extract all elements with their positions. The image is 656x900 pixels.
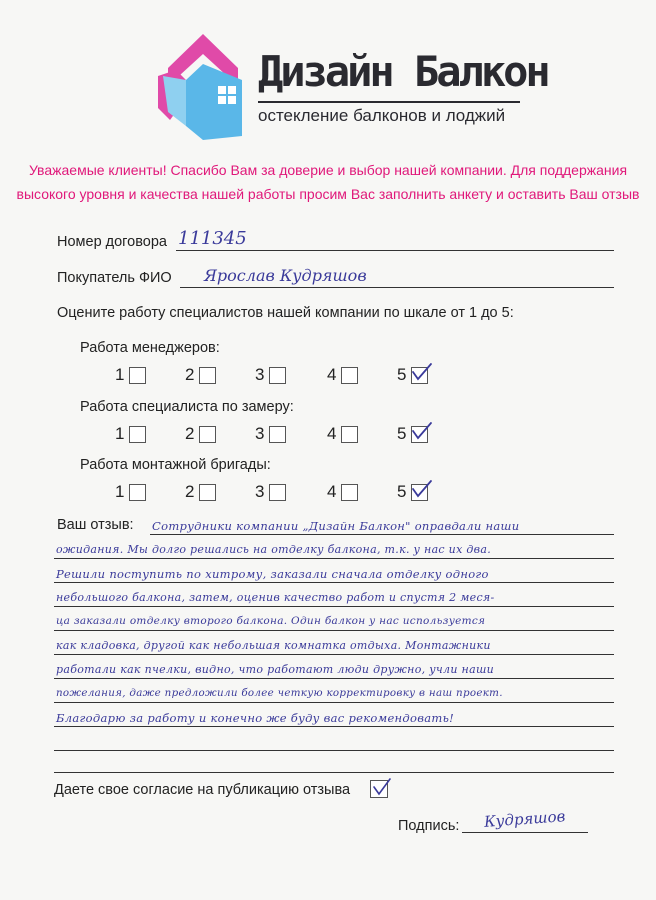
review-text-line: ца заказали отделку второго балкона. Один балкон у нас используется <box>56 615 486 627</box>
contract-value[interactable]: 111345 <box>178 228 247 249</box>
brand-tagline: остекление балконов и лоджий <box>258 106 506 125</box>
rating-prompt: Оцените работу специалистов нашей компании по шкале от 1 до 5: <box>57 305 514 321</box>
brand-name: Дизайн Балкон <box>258 47 548 96</box>
review-text-line: работали как пчелки, видно, что работают люди дружно, учли наши <box>56 663 495 676</box>
review-text-line: пожелания, даже предложили более четкую корректировку в наш проект. <box>56 687 503 699</box>
review-text-line: Сотрудники компании „Дизайн Балкон" оправдали наши <box>152 519 520 533</box>
review-underline <box>54 606 614 607</box>
rating-option-number: 5 <box>397 482 407 501</box>
rating-option-number: 2 <box>185 482 195 501</box>
review-underline <box>54 678 614 679</box>
rating-option-number: 4 <box>327 482 337 501</box>
rating-option-number: 1 <box>115 365 125 384</box>
signature-underline <box>462 832 588 833</box>
review-underline <box>54 750 614 751</box>
rating-label-measurer: Работа специалиста по замеру: <box>80 399 294 415</box>
review-underline <box>54 558 614 559</box>
rating-option-number: 2 <box>185 365 195 384</box>
review-text-line: Благодарю за работу и конечно же буду вас рекомендовать! <box>56 711 455 725</box>
rating-option-number: 3 <box>255 482 265 501</box>
review-text-line: ожидания. Мы долго решались на отделку балкона, т.к. у нас их два. <box>56 543 491 556</box>
rating-option-number: 1 <box>115 424 125 443</box>
buyer-value[interactable]: Ярослав Кудряшов <box>204 266 367 285</box>
review-underline <box>54 630 614 631</box>
rating-option-number: 4 <box>327 424 337 443</box>
review-underline <box>150 534 614 535</box>
rating-label-managers: Работа менеджеров: <box>80 340 220 356</box>
rating-option-number: 3 <box>255 424 265 443</box>
review-text-line: небольшого балкона, затем, оценив качество работ и спустя 2 меся- <box>56 591 495 604</box>
check-mark-icon <box>371 776 393 798</box>
signature-value[interactable]: Кудряшов <box>483 807 566 831</box>
consent-label: Даете свое согласие на публикацию отзыва <box>54 782 351 798</box>
review-label: Ваш отзыв: <box>57 517 134 533</box>
consent-checkbox[interactable] <box>370 780 388 798</box>
review-text-line: как кладовка, другой как небольшая комнатка отдыха. Монтажники <box>56 639 491 652</box>
buyer-label: Покупатель ФИО <box>57 270 172 286</box>
review-underline <box>54 582 614 583</box>
rating-option-number: 2 <box>185 424 195 443</box>
intro-line-1: Уважаемые клиенты! Спасибо Вам за доверие и выбор нашей компании. Для поддержания <box>28 162 628 178</box>
rating-option-number: 3 <box>255 365 265 384</box>
review-text-line: Решили поступить по хитрому, заказали сначала отделку одного <box>56 567 489 581</box>
rating-option-number: 5 <box>397 424 407 443</box>
review-underline <box>54 702 614 703</box>
rating-option-number: 5 <box>397 365 407 384</box>
contract-label: Номер договора <box>57 234 167 250</box>
review-underline <box>54 654 614 655</box>
rating-option-number: 1 <box>115 482 125 501</box>
rating-option-number: 4 <box>327 365 337 384</box>
signature-label: Подпись: <box>398 818 460 834</box>
intro-line-2: высокого уровня и качества нашей работы просим Вас заполнить анкету и оставить Ваш отзыв <box>16 186 640 202</box>
review-underline <box>54 772 614 773</box>
review-underline <box>54 726 614 727</box>
rating-label-installers: Работа монтажной бригады: <box>80 457 271 473</box>
